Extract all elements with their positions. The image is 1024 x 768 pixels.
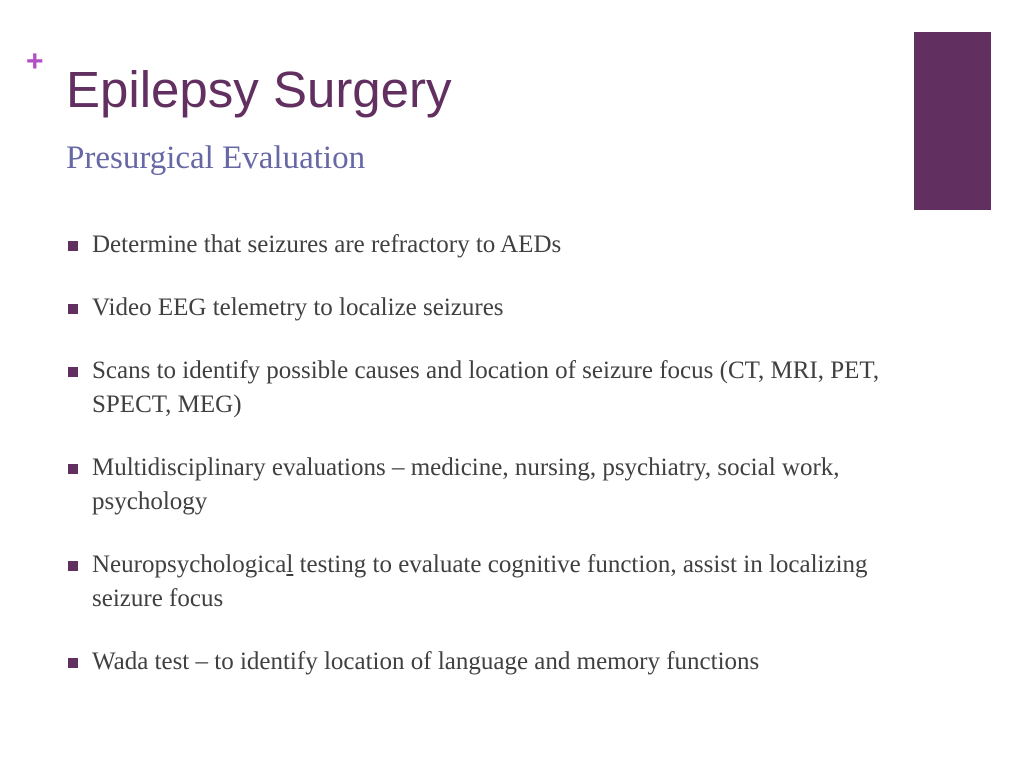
square-bullet-icon [68,561,78,571]
square-bullet-icon [68,367,78,377]
bullet-text: Video EEG telemetry to localize seizures [92,294,504,321]
square-bullet-icon [68,241,78,251]
bullet-item [66,291,896,325]
bullet-text: Wada test – to identify location of language and memory functions [92,648,760,675]
slide-subtitle: Presurgical Evaluation [66,140,366,176]
bullet-text: Multidisciplinary evaluations – medicine, nursing, psychiatry, social work, psychology [92,454,840,515]
bullet-text-end: testing to evaluate cognitive function, assist in localizing seizure focus [92,551,868,612]
plus-icon: + [26,45,44,78]
bullet-item [66,548,896,616]
bullet-item [66,451,896,519]
bullet-text: Determine that seizures are refractory to AEDs [92,231,562,258]
bullet-item [66,354,896,422]
bullet-item [66,228,896,262]
bullet-text: Scans to identify possible causes and location of seizure focus (CT, MRI, PET, SPECT, MEG) [92,357,880,418]
square-bullet-icon [68,658,78,668]
bullet-text [92,551,868,612]
bullet-text-start: Neuropsychologica [92,551,287,578]
slide-title: Epilepsy Surgery [66,61,452,118]
square-bullet-icon [68,464,78,474]
bullet-item [66,645,896,679]
accent-bar [914,32,991,210]
square-bullet-icon [68,304,78,314]
bullet-list [66,228,896,708]
underlined-letter: l [286,551,294,578]
